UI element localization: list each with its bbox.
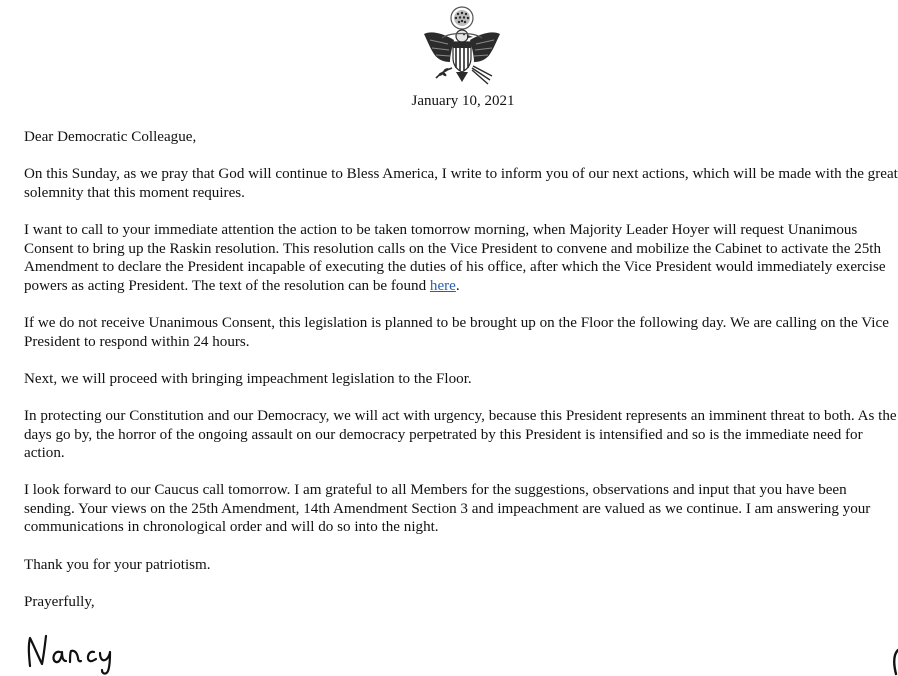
great-seal-icon <box>418 4 506 92</box>
paragraph-7: Thank you for your patriotism. <box>24 556 211 573</box>
paragraph-4: Next, we will proceed with bringing impeachment legislation to the Floor. <box>24 370 472 387</box>
letter-body <box>24 128 898 630</box>
paragraph-6: I look forward to our Caucus call tomorrow. I am grateful to all Members for the suggestions, observations and input that you have been sending. Your views on the 25th Amendment, 14th Amendment Section 3 and impeachment are valued as we continue. I am answering your communications in chronological order and will do so into the night. <box>24 482 871 536</box>
cropped-mark <box>892 648 898 676</box>
signature-nancy <box>24 628 134 676</box>
letter-date: January 10, 2021 <box>411 93 515 109</box>
paragraph-2-end: . <box>455 277 460 294</box>
closing: Prayerfully, <box>24 593 95 610</box>
paragraph-2 <box>24 221 898 295</box>
paragraph-1: On this Sunday, as we pray that God will continue to Bless America, I write to inform you of our next actions, which will be made with the great solemnity that this moment requires. <box>24 166 898 201</box>
paragraph-5: In protecting our Constitution and our Democracy, we will act with urgency, because this President represents an imminent threat to both. As the days go by, the horror of the ongoing assault on our democracy perpetrated by this President is intensified and so is the immediate need for action. <box>24 407 897 462</box>
paragraph-2-text: I want to call to your immediate attention the action to be taken tomorrow morning, when Majority Leader Hoyer will request Unanimous Consent to bring up the Raskin resolution. This resolution calls on the Vice President to convene and mobilize the Cabinet to activate the 25th Amendment to declare the President incapable of executing the duties of his office, after which the Vice President would immediately exercise powers as acting President. The text of the resolution can be found <box>24 221 886 294</box>
resolution-link[interactable]: here <box>429 277 456 294</box>
paragraph-3: If we do not receive Unanimous Consent, this legislation is planned to be brought up on the Floor the following day. We are calling on the Vice President to respond within 24 hours. <box>24 314 889 350</box>
salutation: Dear Democratic Colleague, <box>24 129 197 145</box>
